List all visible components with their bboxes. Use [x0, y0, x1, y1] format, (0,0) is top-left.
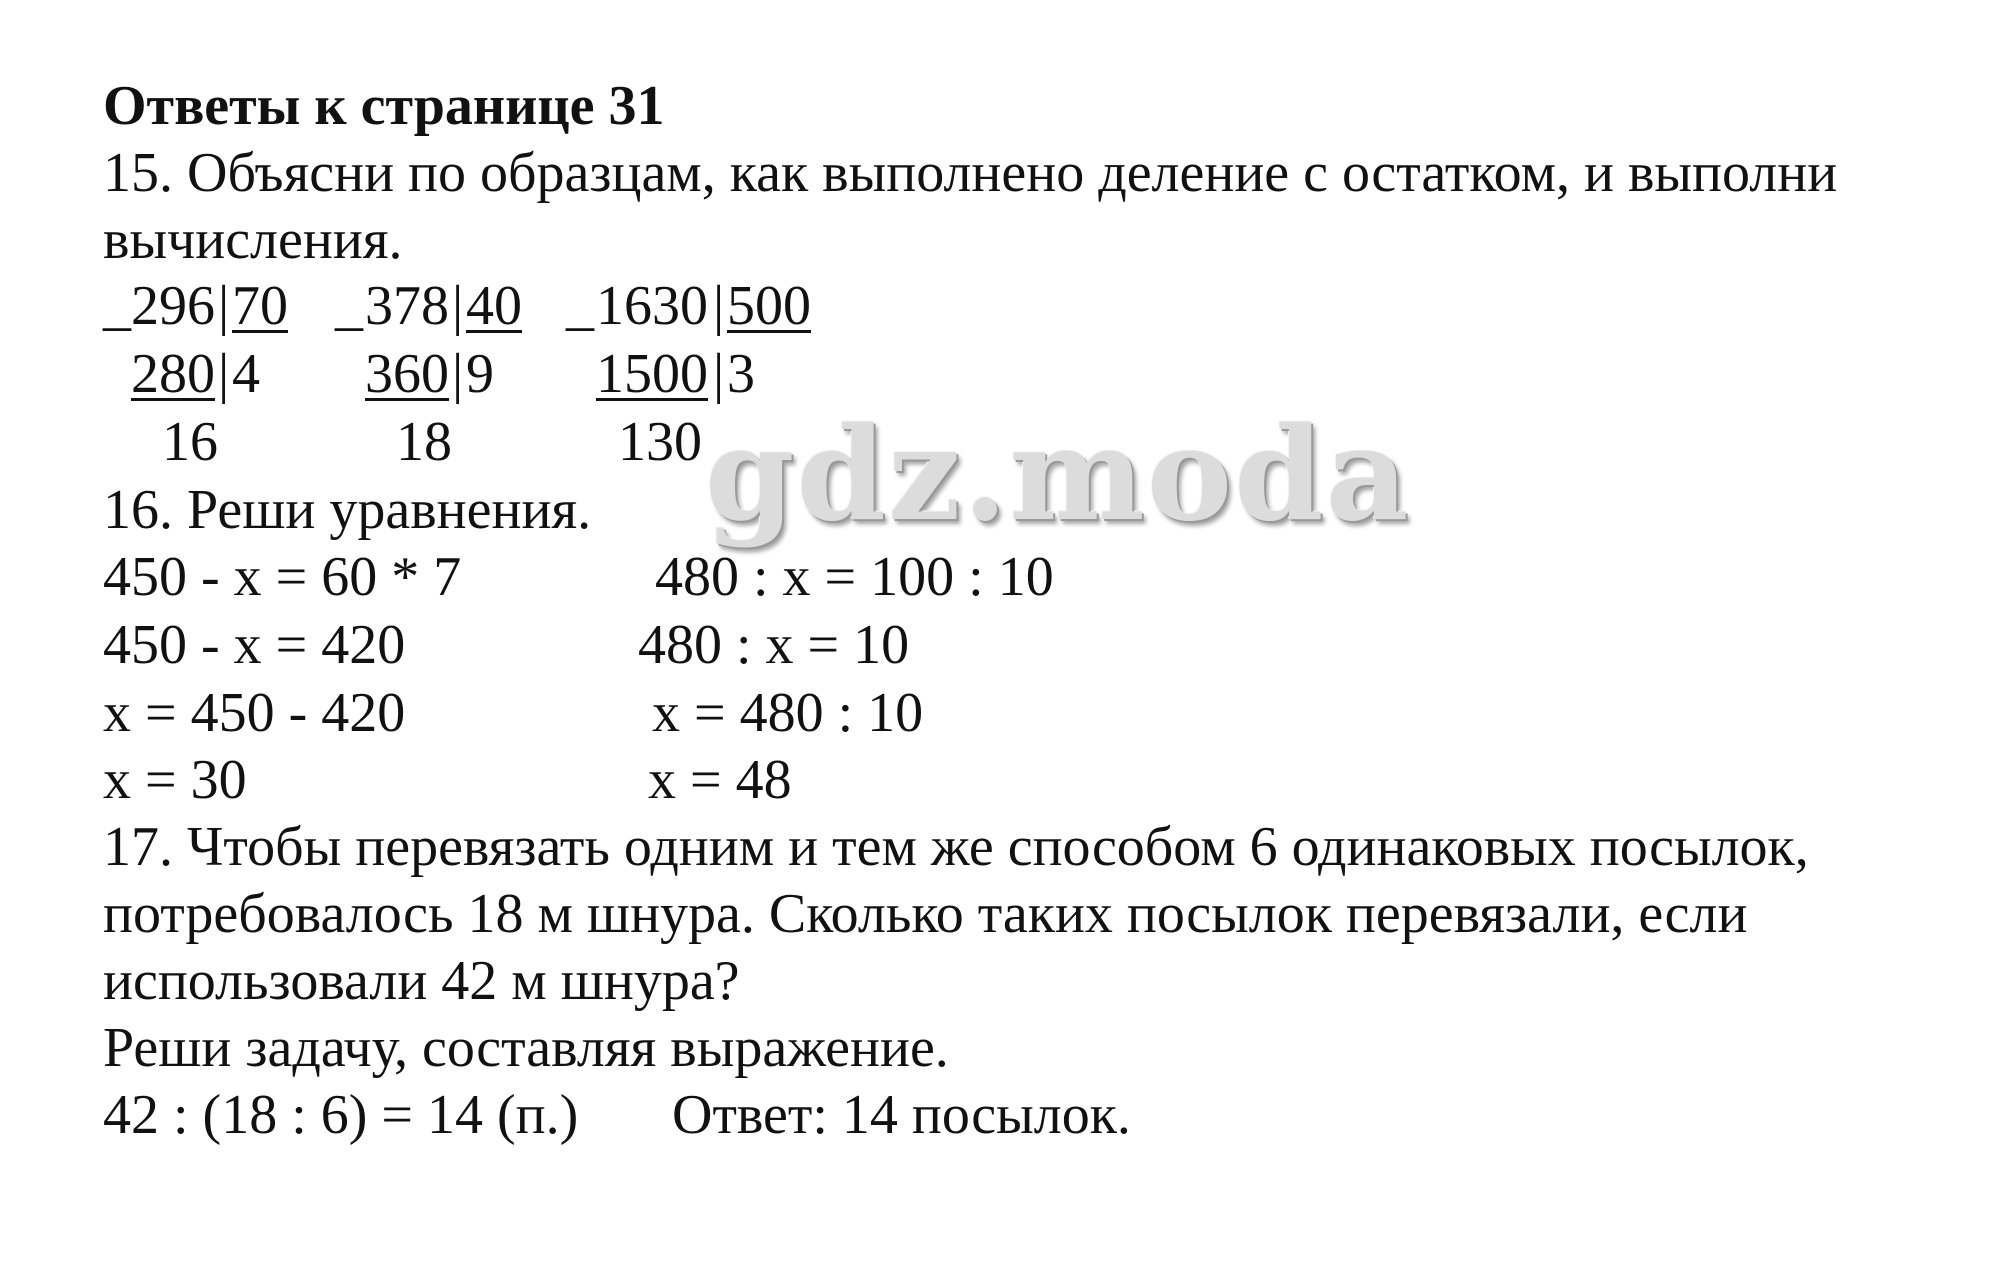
division-bar: | — [218, 343, 230, 405]
task16-heading: 16. Реши уравнения. — [103, 479, 592, 541]
divisor: 70 — [232, 275, 288, 337]
watermark-logo: gdz.moda — [705, 400, 1411, 550]
task17-text-line2: потребовалось 18 м шнура. Сколько таких посылок перевязали, если — [103, 883, 1748, 945]
task17-solution: 42 : (18 : 6) = 14 (п.) — [103, 1084, 579, 1146]
quotient: 4 — [232, 343, 260, 405]
equation-step: x = 480 : 10 — [652, 682, 924, 744]
remainder: 130 — [618, 411, 702, 473]
product: 360 — [365, 343, 449, 405]
dividend: 1630 — [596, 275, 708, 337]
division-bar: | — [218, 275, 230, 337]
dividend: 378 — [365, 275, 449, 337]
task15-text-line2: вычисления. — [103, 209, 403, 271]
division-bar: | — [713, 343, 725, 405]
division-bar: | — [452, 343, 464, 405]
quotient: 9 — [466, 343, 494, 405]
division-bar: | — [452, 275, 464, 337]
task17-instruction: Реши задачу, составляя выражение. — [103, 1017, 949, 1079]
task17-answer: Ответ: 14 посылок. — [672, 1084, 1131, 1146]
equation-step: x = 48 — [648, 749, 792, 811]
minus-sign: _ — [103, 275, 131, 337]
dividend: 296 — [131, 275, 215, 337]
task17-text-line3: использовали 42 м шнура? — [103, 950, 740, 1012]
divisor: 500 — [727, 275, 811, 337]
task15-text-line1: 15. Объясни по образцам, как выполнено деление с остатком, и выполни — [103, 142, 1838, 204]
equation-step: 450 - x = 420 — [103, 614, 406, 676]
task17-text-line1: 17. Чтобы перевязать одним и тем же способом 6 одинаковых посылок, — [103, 816, 1809, 878]
equation-step: x = 450 - 420 — [103, 682, 406, 744]
remainder: 16 — [162, 411, 218, 473]
product: 1500 — [596, 343, 708, 405]
product: 280 — [131, 343, 215, 405]
divisor: 40 — [466, 275, 522, 337]
minus-sign: _ — [566, 275, 594, 337]
quotient: 3 — [727, 343, 755, 405]
page-title: Ответы к странице 31 — [103, 75, 665, 137]
equation-step: 480 : x = 10 — [638, 614, 910, 676]
division-bar: | — [713, 275, 725, 337]
equation-step: x = 30 — [103, 749, 247, 811]
equation-step: 480 : x = 100 : 10 — [655, 546, 1054, 608]
equation-step: 450 - x = 60 * 7 — [103, 546, 462, 608]
minus-sign: _ — [335, 275, 363, 337]
remainder: 18 — [396, 411, 452, 473]
